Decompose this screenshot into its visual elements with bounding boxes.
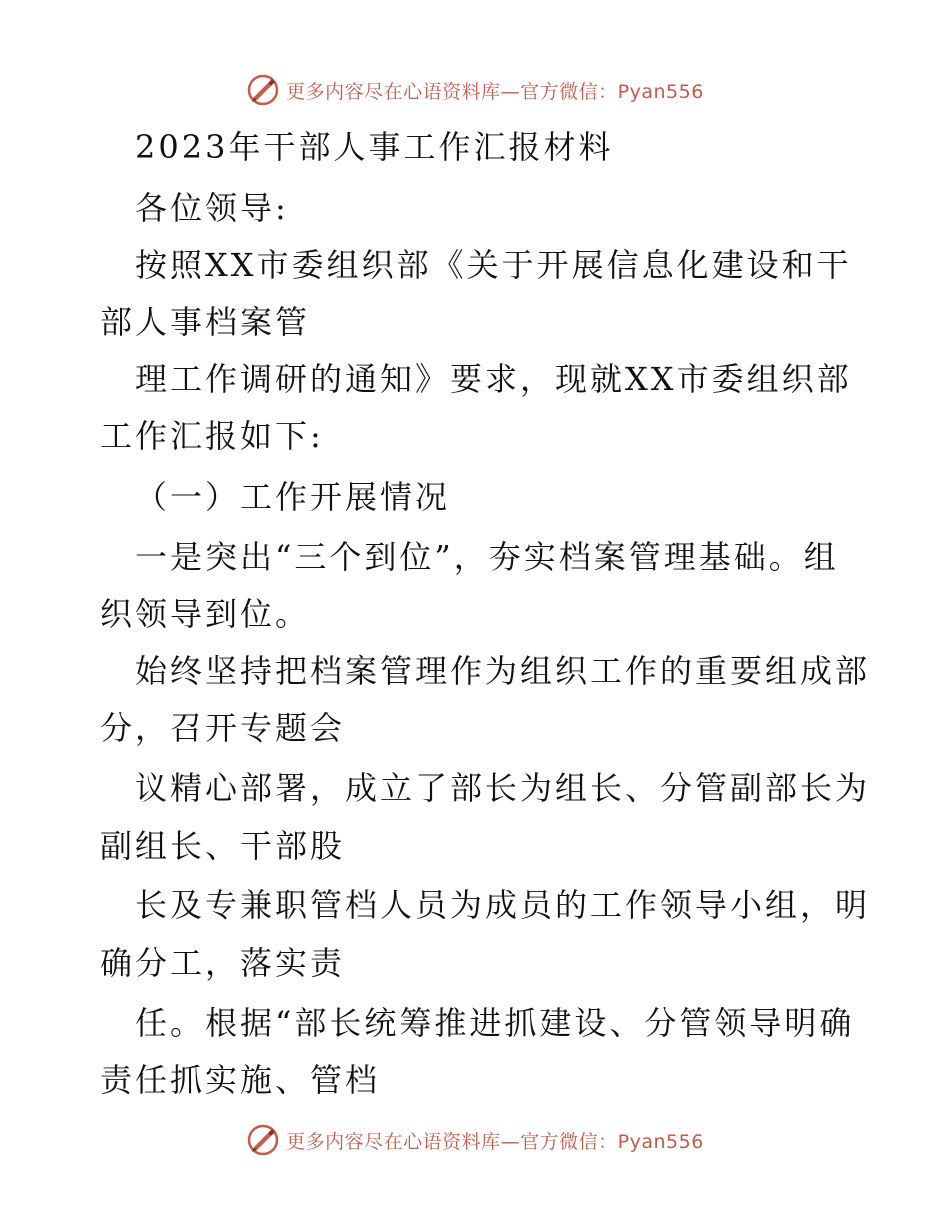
paragraph-line: 长及专兼职管档人员为成员的工作领导小组，明 bbox=[135, 886, 871, 924]
paragraph-line: 一是突出“三个到位”，夯实档案管理基础。组 bbox=[135, 538, 839, 576]
paragraph-line: 按照XX市委组织部《关于开展信息化建设和干 bbox=[135, 246, 852, 284]
pen-logo-icon bbox=[246, 73, 280, 107]
paragraph-line: 织领导到位。 bbox=[100, 595, 311, 633]
greeting: 各位领导: bbox=[135, 189, 289, 227]
document-title: 2023年干部人事工作汇报材料 bbox=[135, 128, 614, 166]
paragraph-line: 副组长、干部股 bbox=[100, 827, 346, 865]
paragraph-line: 理工作调研的通知》要求，现就XX市委组织部 bbox=[135, 360, 852, 398]
paragraph-line: 分，召开专题会 bbox=[100, 709, 346, 747]
paragraph-line: 任。根据“部长统筹推进抓建设、分管领导明确 bbox=[135, 1004, 855, 1042]
pen-logo-icon bbox=[246, 1123, 280, 1157]
paragraph-line: 始终坚持把档案管理作为组织工作的重要组成部 bbox=[135, 652, 871, 690]
paragraph-line: 部人事档案管 bbox=[100, 303, 311, 341]
paragraph-line: 责任抓实施、管档 bbox=[100, 1061, 381, 1099]
paragraph-line: 工作汇报如下: bbox=[100, 417, 324, 455]
paragraph-line: 确分工，落实责 bbox=[100, 944, 346, 982]
footer-banner-text: 更多内容尽在心语资料库—官方微信：Pyan556 bbox=[286, 1130, 704, 1153]
paragraph-line: 议精心部署，成立了部长为组长、分管副部长为 bbox=[135, 769, 871, 807]
footer-banner bbox=[0, 1120, 950, 1160]
header-banner-text: 更多内容尽在心语资料库—官方微信：Pyan556 bbox=[286, 80, 704, 103]
header-banner bbox=[0, 70, 950, 110]
section-heading: （一）工作开展情况 bbox=[135, 478, 451, 516]
